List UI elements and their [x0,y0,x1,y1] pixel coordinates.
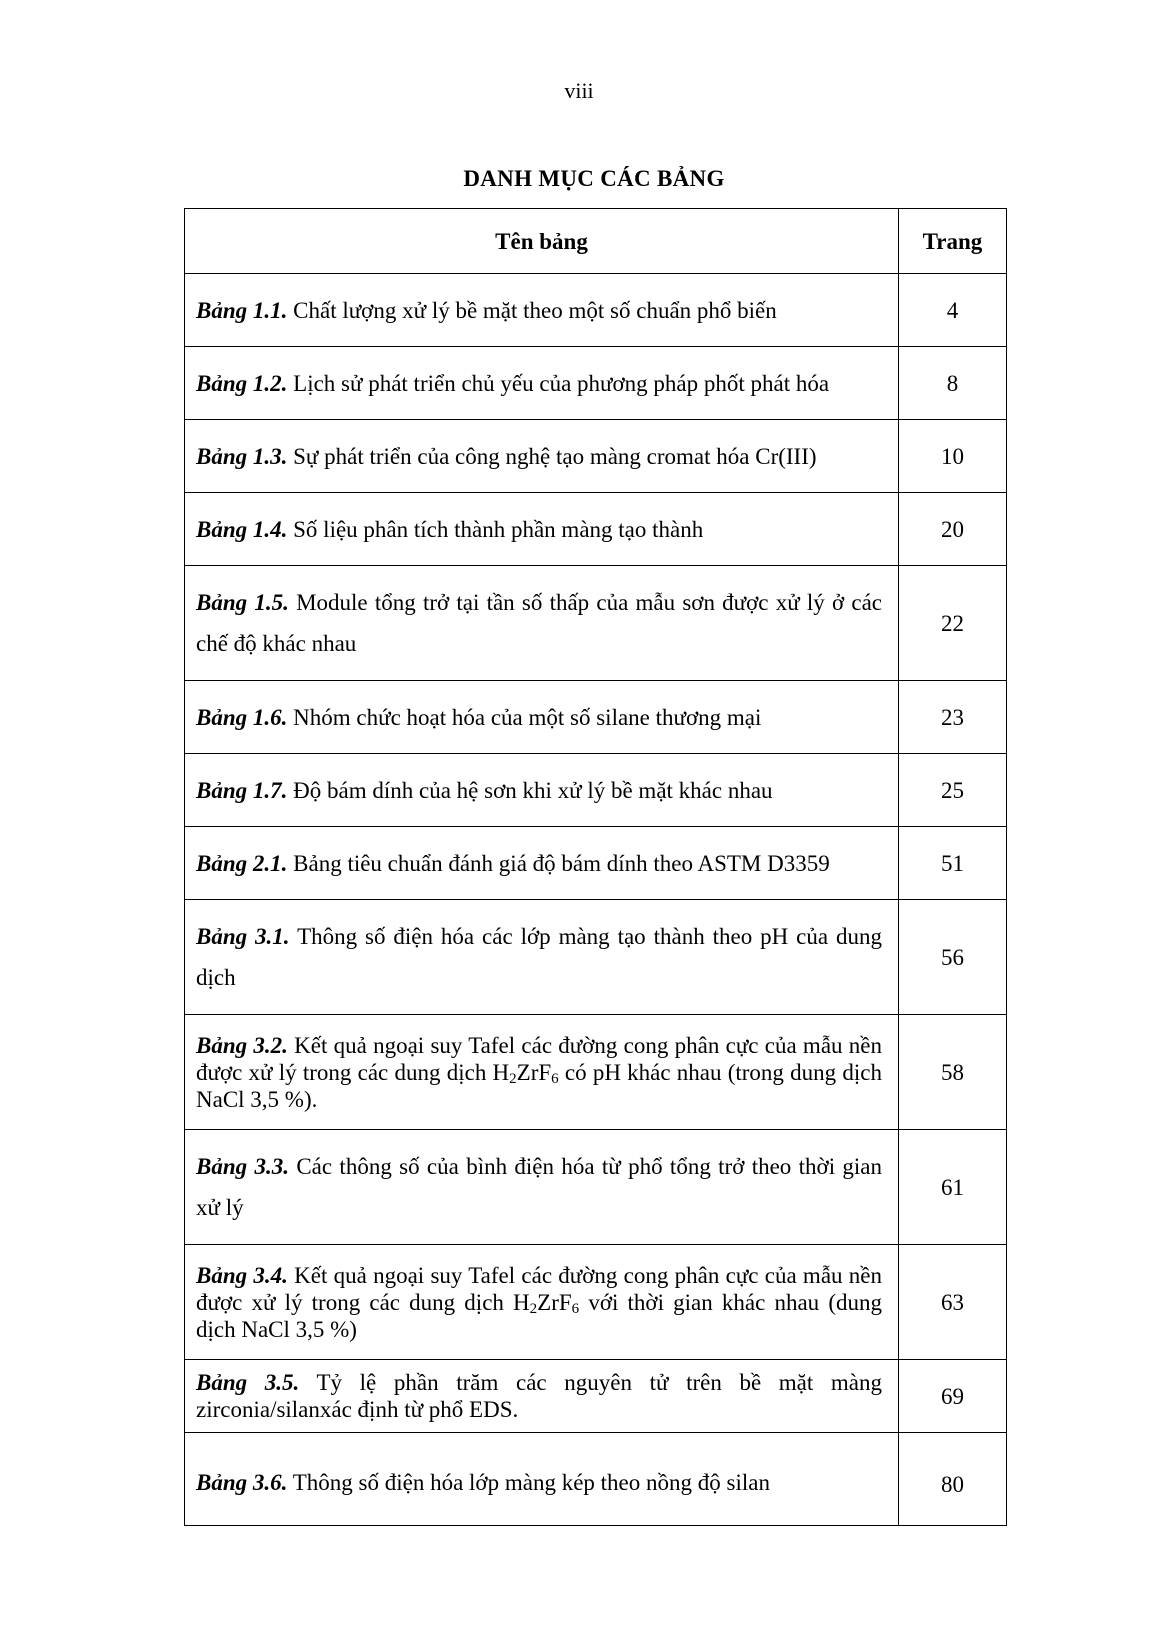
table-row[interactable] [185,1015,1007,1130]
table-caption: Bảng 3.5. [196,1370,300,1395]
table-entry-text-after: có pH khác nhau (trong dung dịch NaCl 3,5 %). [196,1059,882,1112]
table-entry-name [185,420,899,493]
table-row[interactable] [185,274,1007,347]
table-row[interactable] [185,420,1007,493]
table-caption: Bảng 3.3. [196,1154,289,1179]
table-entry-text: Số liệu phân tích thành phần màng tạo thành [293,516,704,542]
table-entry-text: Thông số điện hóa các lớp màng tạo thành theo pH của dung dịch [196,924,882,990]
table-entry-text: Thông số điện hóa lớp màng kép theo nồng độ silan [292,1469,770,1495]
table-entry-text: Các thông số của bình điện hóa từ phổ tổng trở theo thời gian xử lý [196,1154,883,1220]
table-row[interactable] [185,566,1007,681]
table-row[interactable] [185,347,1007,420]
table-entry-text-mid: ZrF [537,1289,572,1315]
table-entry-name [185,566,899,681]
table-caption: Bảng 1.7. [196,777,288,803]
table-entry-page: 8 [899,347,1007,420]
table-row[interactable] [185,1360,1007,1433]
table-caption: Bảng 3.4. [196,1262,288,1288]
header-table-name: Tên bảng [185,209,899,274]
subscript: 6 [551,1070,559,1087]
table-entry-text-mid: ZrF [516,1059,552,1085]
header-page: Trang [899,209,1007,274]
table-entry-text: Tỷ lệ phần trăm các nguyên tử trên bề mặt màng zirconia/silanxác định từ phổ EDS. [196,1370,882,1422]
table-row[interactable] [185,827,1007,900]
table-entry-text: Sự phát triển của công nghệ tạo màng cromat hóa Cr(III) [293,443,817,469]
page-number: viii [564,78,594,103]
table-entry-page: 51 [899,827,1007,900]
table-entry-name [185,1433,899,1526]
table-caption: Bảng 3.2. [196,1032,288,1058]
table-entry-name [185,827,899,900]
page-title: DANH MỤC CÁC BẢNG [463,166,725,191]
table-entry-text-after: với thời gian khác nhau (dung dịch NaCl 3,5 %) [196,1289,882,1342]
subscript: 2 [529,1300,538,1317]
subscript: 2 [509,1070,517,1087]
table-caption: Bảng 1.3. [196,443,288,469]
table-entry-page: 23 [899,681,1007,754]
table-entry-name [185,493,899,566]
table-entry-page: 4 [899,274,1007,347]
table-entry-page: 25 [899,754,1007,827]
table-entry-name [185,1130,899,1245]
table-entry-name [185,1015,899,1130]
table-entry-page: 69 [899,1360,1007,1433]
table-caption: Bảng 1.6. [196,704,288,730]
table-entry-page: 10 [899,420,1007,493]
table-entry-text: Lịch sử phát triển chủ yếu của phương pháp phốt phát hóa [293,370,830,396]
table-entry-name [185,681,899,754]
table-entry-text: Bảng tiêu chuẩn đánh giá độ bám dính theo ASTM D3359 [293,850,830,876]
table-row[interactable] [185,900,1007,1015]
table-row[interactable] [185,493,1007,566]
table-entry-text: Độ bám dính của hệ sơn khi xử lý bề mặt khác nhau [293,777,773,803]
table-entry-name [185,1360,899,1433]
table-row[interactable] [185,681,1007,754]
table-entry-page: 80 [899,1433,1007,1526]
table-entry-name [185,347,899,420]
table-entry-text: Chất lượng xử lý bề mặt theo một số chuẩn phổ biến [293,297,777,323]
table-entry-text-before: Kết quả ngoại suy Tafel các đường cong phân cực của mẫu nền được xử lý trong các dung dịch H [196,1032,882,1085]
table-caption: Bảng 1.5. [196,590,289,615]
table-row[interactable] [185,754,1007,827]
table-row[interactable] [185,1130,1007,1245]
table-row[interactable] [185,1245,1007,1360]
table-entry-page: 20 [899,493,1007,566]
table-row[interactable] [185,1433,1007,1526]
table-entry-page: 56 [899,900,1007,1015]
table-entry-page: 63 [899,1245,1007,1360]
table-entry-page: 22 [899,566,1007,681]
table-entry-text-before: Kết quả ngoại suy Tafel các đường cong phân cực của mẫu nền được xử lý trong các dung dịch H [196,1262,882,1315]
table-entry-text: Module tổng trở tại tần số thấp của mẫu sơn được xử lý ở các chế độ khác nhau [196,590,882,656]
table-entry-name [185,274,899,347]
table-caption: Bảng 2.1. [196,850,288,876]
tables-list [184,208,1007,1526]
table-caption: Bảng 3.6. [196,1469,288,1495]
table-header-row [185,209,1007,274]
table-caption: Bảng 1.4. [196,516,288,542]
table-caption: Bảng 1.1. [196,297,288,323]
table-entry-name [185,900,899,1015]
table-entry-text: Nhóm chức hoạt hóa của một số silane thương mại [293,704,762,730]
subscript: 6 [571,1300,580,1317]
table-entry-page: 58 [899,1015,1007,1130]
table-caption: Bảng 1.2. [196,370,288,396]
table-entry-name [185,1245,899,1360]
table-entry-page: 61 [899,1130,1007,1245]
table-entry-name [185,754,899,827]
table-caption: Bảng 3.1. [196,924,290,949]
